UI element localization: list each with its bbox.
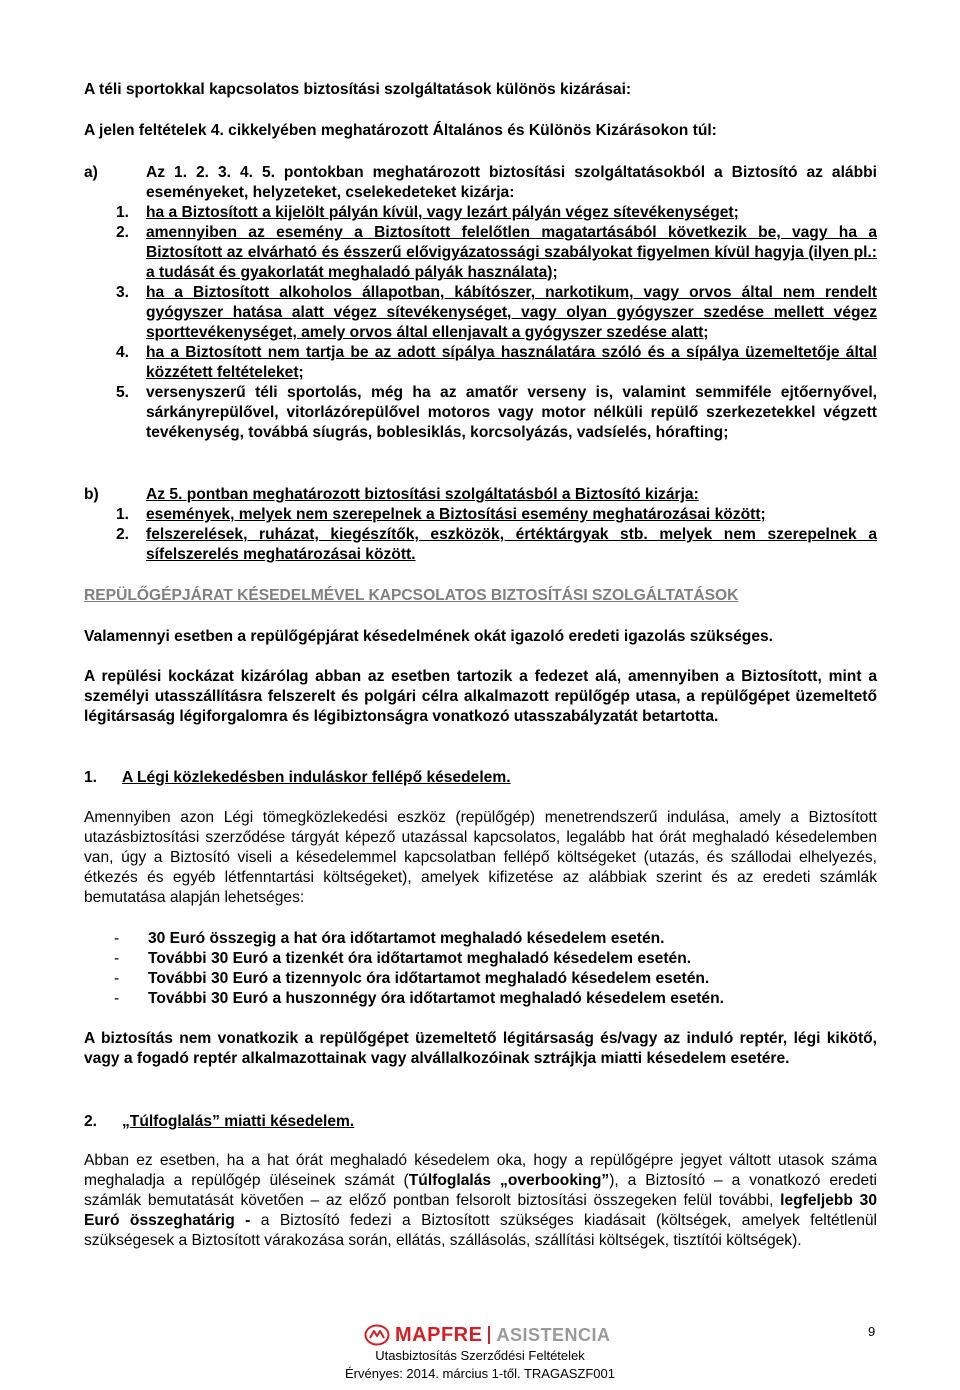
section-1-number: 1. bbox=[84, 769, 98, 786]
section-2-number: 2. bbox=[84, 1113, 98, 1130]
section-2-heading bbox=[84, 1112, 354, 1132]
section-a-list bbox=[116, 203, 877, 443]
section-b bbox=[84, 485, 877, 565]
list-item bbox=[116, 343, 877, 383]
section-b-list bbox=[116, 505, 877, 565]
item-number: 1. bbox=[116, 506, 130, 523]
text-run: ), a Biztosító – a vonatkozó eredeti számlák bemutatását követően – az előző pontban felsorolt biztosítási összegeken felül további, bbox=[84, 1172, 878, 1209]
item-text: ha a Biztosított nem tartja be az adott sípálya használatára szóló és a sípálya üzemeltetője által közzétett feltételeket; bbox=[146, 344, 877, 381]
intro-title: A téli sportokkal kapcsolatos biztosítási szolgáltatások különös kizárásai: bbox=[84, 81, 632, 98]
mapfre-asistencia-logo bbox=[364, 1324, 610, 1346]
item-number: 2. bbox=[116, 526, 130, 543]
section-b-text: Az 5. pontban meghatározott biztosítási szolgáltatásból a Biztosító kizárja: bbox=[146, 486, 699, 503]
item-text: További 30 Euró a huszonnégy óra időtartamot meghaladó késedelem esetén. bbox=[148, 990, 724, 1007]
item-text: További 30 Euró a tizenkét óra időtartamot meghaladó késedelem esetén. bbox=[148, 950, 692, 967]
bullet-dash: - bbox=[114, 930, 120, 947]
item-text: amennyiben az esemény a Biztosított felelőtlen magatartásából következik be, vagy ha a Biztosított az elvárható és ésszerű elővigyázatossági szabályokat figyelmen kívül hagyja (ilyen pl.: a tudását és gyakorlatát meghaladó pályák használata); bbox=[146, 224, 877, 281]
footer-validity: Érvényes: 2014. március 1-től. TRAGASZF001 bbox=[345, 1366, 615, 1381]
list-item bbox=[116, 383, 877, 443]
section-1-heading bbox=[84, 768, 511, 788]
list-item bbox=[116, 505, 877, 525]
section-1-title: A Légi közlekedésben induláskor fellépő késedelem. bbox=[122, 769, 511, 786]
bullet-dash: - bbox=[114, 970, 120, 987]
list-item bbox=[114, 949, 874, 969]
logo-separator bbox=[488, 1326, 490, 1344]
list-item bbox=[116, 203, 877, 223]
page-number: 9 bbox=[868, 1324, 876, 1339]
item-text: További 30 Euró a tizennyolc óra időtartamot meghaladó késedelem esetén. bbox=[148, 970, 710, 987]
logo-product: ASISTENCIA bbox=[496, 1324, 611, 1345]
text-run: a Biztosító fedezi a Biztosított szükséges kiadásait (költségek, amelyek feltétlenül szükségesek a Biztosított várakozása során, ellátás, szállásolás, szállítási költségek, tisztítói költségek). bbox=[84, 1212, 878, 1249]
all-cases-note: Valamennyi esetben a repülőgépjárat késedelmének okát igazoló eredeti igazolás szükséges. bbox=[84, 628, 774, 645]
section-a bbox=[84, 163, 877, 443]
item-number: 2. bbox=[116, 224, 130, 241]
item-number: 5. bbox=[116, 384, 130, 401]
limit-amount: legfeljebb 30 Euró összeghatárig - bbox=[84, 1192, 877, 1229]
list-item bbox=[114, 969, 874, 989]
item-number: 1. bbox=[116, 204, 130, 221]
section-b-label: b) bbox=[84, 486, 99, 503]
overbooking-term: Túlfoglalás „overbooking” bbox=[408, 1172, 610, 1189]
list-item bbox=[116, 283, 877, 343]
item-text: felszerelések, ruházat, kiegészítők, eszközök, értéktárgyak stb. melyek nem szerepelnek a sífelszerelés meghatározásai között. bbox=[146, 526, 877, 563]
bullet-dash: - bbox=[114, 950, 120, 967]
item-text: események, melyek nem szerepelnek a Biztosítási esemény meghatározásai között; bbox=[146, 506, 766, 523]
list-item bbox=[114, 989, 874, 1009]
footer-document-title: Utasbiztosítás Szerződési Feltételek bbox=[375, 1348, 585, 1363]
flight-section-heading: REPÜLŐGÉPJÁRAT KÉSEDELMÉVEL KAPCSOLATOS BIZTOSÍTÁSI SZOLGÁLTATÁSOK bbox=[84, 587, 739, 604]
intro-subtitle: A jelen feltételek 4. cikkelyében meghatározott Általános és Különös Kizárásokon túl: bbox=[84, 122, 717, 139]
section-2-title: „Túlfoglalás” miatti késedelem. bbox=[122, 1113, 355, 1130]
section-2-paragraph bbox=[84, 1151, 877, 1251]
list-item bbox=[114, 929, 874, 949]
section-1-paragraph: Amennyiben azon Légi tömegközlekedési eszköz (repülőgép) menetrendszerű indulása, amely a Biztosított utazásbiztosítási szerződése tárgyát képező utazással kapcsolatos, legalább hat órát meghaladó késedelemben van, úgy a Biztosító viseli a késedelemmel kapcsolatban fellépő költségeket (utazás, és szállodai elhelyezés, étkezés és egyéb létfenntartási költségeket), amelyek kifizetése az alábbiak szerint és az eredeti számlák bemutatása alapján lehetséges: bbox=[84, 809, 877, 906]
item-number: 3. bbox=[116, 284, 130, 301]
bullet-dash: - bbox=[114, 990, 120, 1007]
item-text: 30 Euró összegig a hat óra időtartamot meghaladó késedelem esetén. bbox=[148, 930, 665, 947]
flight-risk-paragraph: A repülési kockázat kizárólag abban az esetben tartozik a fedezet alá, amennyiben a Biztosított, mint a személyi utasszállításra felszerelt és polgári célra alkalmazott repülőgép utasa, a repülőgépet üzemeltető légitársaság légiforgalomra és légibiztonságra vonatkozó utasszabályzatát betartotta. bbox=[84, 668, 877, 725]
text-run: Abban ez esetben, ha a hat órát meghaladó késedelem oka, hogy a repülőgépre jegyet váltott utasok száma meghaladja a repülőgép üléseinek számát ( bbox=[84, 1152, 877, 1189]
list-item bbox=[116, 525, 877, 565]
list-item bbox=[116, 223, 877, 283]
section-a-text: Az 1. 2. 3. 4. 5. pontokban meghatározott biztosítási szolgáltatásokból a Biztosító az alábbi eseményeket, helyzeteket, cselekedeteket kizárja: bbox=[146, 164, 877, 201]
strike-exclusion-paragraph: A biztosítás nem vonatkozik a repülőgépet üzemeltető légitársaság és/vagy az induló reptér, légi kikötő, vagy a fogadó reptér alkalmazottainak vagy alvállalkozóinak sztrájkja miatti késedelem esetére. bbox=[84, 1030, 877, 1067]
section-a-label: a) bbox=[84, 164, 98, 181]
item-number: 4. bbox=[116, 344, 130, 361]
item-text: ha a Biztosított a kijelölt pályán kívül, vagy lezárt pályán végez sítevékenységet; bbox=[146, 204, 739, 221]
item-text: ha a Biztosított alkoholos állapotban, kábítószer, narkotikum, vagy orvos által nem rendelt gyógyszer hatása alatt végez sítevékenységet, vagy olyan gyógyszer szedése mellett végez sporttevékenységet, amely orvos által ellenjavalt a gyógyszer szedése alatt; bbox=[146, 284, 877, 341]
mapfre-emblem-icon bbox=[364, 1324, 390, 1346]
logo-brand: MAPFRE bbox=[395, 1323, 483, 1346]
compensation-list bbox=[114, 929, 874, 1009]
item-text: versenyszerű téli sportolás, még ha az amatőr verseny is, valamint semmiféle ejtőernyővel, sárkányrepülővel, vitorlázórepülővel motoros vagy motor nélküli repülő szerkezetekkel végzett tevékenység, továbbá síugrás, boblesiklás, korcsolyázás, vadsíelés, hórafting; bbox=[146, 384, 877, 441]
